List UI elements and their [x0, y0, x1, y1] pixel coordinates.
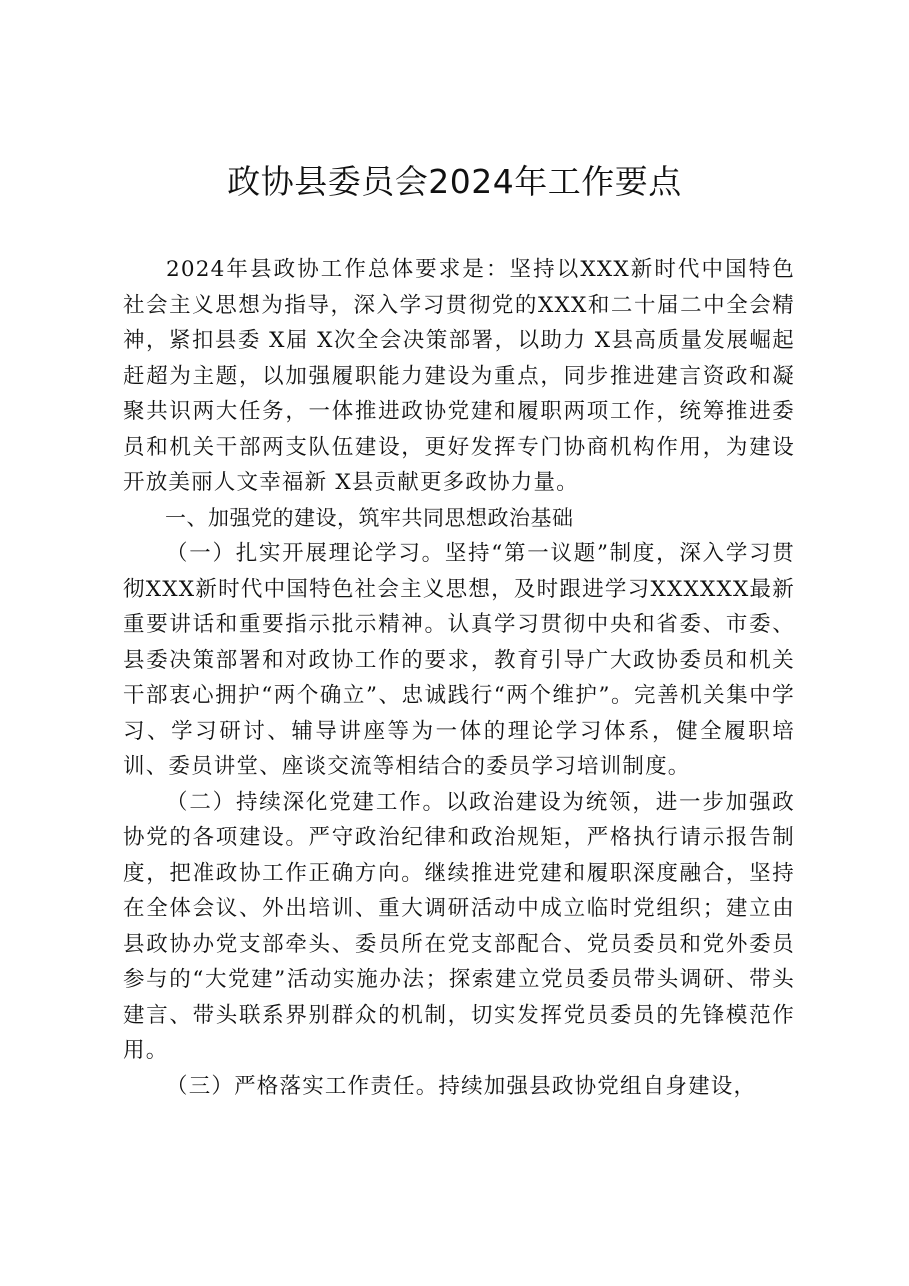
item-text-1: 坚持“第一议题”制度，深入学习贯彻XXX新时代中国特色社会主义思想，及时跟进学习XXXXXX最新重要讲话和重要指示批示精神。认真学习贯彻中央和省委、市委、县委决策部署和对政协工作的要求，教育引导广大政协委员和机关干部衷心拥护“两个确立”、忠诚践行“两个维护”。完善机关集中学习、学习研讨、辅导讲座等为一体的理论学习体系，健全履职培训、委员讲堂、座谈交流等相结合的委员学习培训制度。: [123, 541, 796, 779]
item-heading-2: （二）持续深化党建工作。: [166, 789, 446, 815]
item-heading-3: （三）严格落实工作责任。: [166, 1073, 439, 1099]
page-title: 政协县委员会2024年工作要点: [227, 162, 682, 201]
section-heading: 一、加强党的建设，筑牢共同思想政治基础: [165, 505, 574, 530]
document-body: [123, 252, 795, 1104]
item-text-3: 持续加强县政协党组自身建设，: [438, 1073, 757, 1099]
item-text-2: 以政治建设为统领，进一步加强政协党的各项建设。严守政治纪律和政治规矩，严格执行请示报告制度，把准政协工作正确方向。继续推进党建和履职深度融合，坚持在全体会议、外出培训、重大调研活动中成立临时党组织；建立由县政协办党支部牵头、委员所在党支部配合、党员委员和党外委员参与的“大党建”活动实施办法；探索建立党员委员带头调研、带头建言、带头联系界别群众的机制，切实发挥党员委员的先锋模范作用。: [123, 789, 795, 1063]
item-paragraph-2: [123, 785, 795, 1069]
item-heading-1: （一）扎实开展理论学习。: [166, 541, 445, 566]
intro-paragraph: 2024年县政协工作总体要求是：坚持以XXX新时代中国特色社会主义思想为指导，深入学习贯彻党的XXX和二十届二中全会精神，紧扣县委 X届 X次全会决策部署，以助力 X县高质量发展崛起赶超为主题，以加强履职能力建设为重点，同步推进建言资政和凝聚共识两大任务，一体推进政协党建和履职两项工作，统筹推进委员和机关干部两支队伍建设，更好发挥专门协商机构作用，为建设开放美丽人文幸福新 X县贡献更多政协力量。: [123, 257, 795, 495]
item-paragraph-1: [123, 536, 795, 785]
item-paragraph-3: [123, 1069, 795, 1105]
